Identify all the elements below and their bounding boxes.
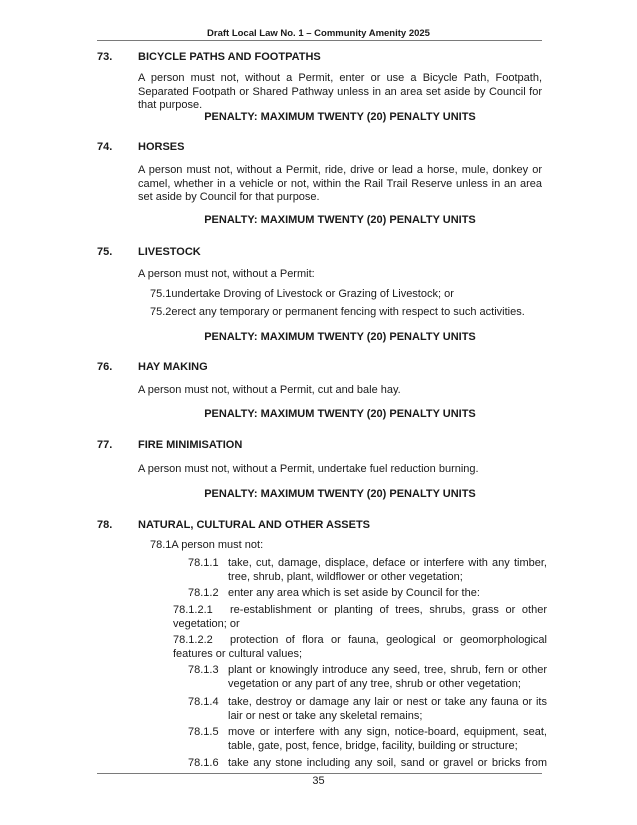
subitem-text: enter any area which is set aside by Council for the: (228, 587, 480, 599)
subitem-text: take, destroy or damage any lair or nest or take any fauna or its lair or nest or take any skeletal remains; (228, 696, 547, 722)
subitem-number: 78.1.6 (188, 757, 219, 769)
subitem-number: 78.1.2.2 (173, 634, 213, 646)
subitem-text: take any stone including any soil, sand or gravel or bricks from (228, 757, 547, 769)
section-76-penalty: PENALTY: MAXIMUM TWENTY (20) PENALTY UNITS (204, 408, 476, 420)
subitem-number: 78.1.2.1 (173, 604, 213, 616)
section-77-text: A person must not, without a Permit, undertake fuel reduction burning. (138, 463, 479, 475)
section-73-text: A person must not, without a Permit, enter or use a Bicycle Path, Footpath, Separated Footpath or Shared Pathway unless in an area set aside by Council for that purpose. (138, 72, 542, 111)
section-75-item-1: 75.1undertake Droving of Livestock or Grazing of Livestock; or (150, 288, 454, 300)
section-74-number: 74. (97, 141, 113, 153)
section-75-item-2: 75.2erect any temporary or permanent fencing with respect to such activities. (150, 306, 525, 318)
subitem-text: protection of flora or fauna, geological or geomorphological features or cultural values; (173, 634, 547, 660)
section-76-number: 76. (97, 361, 113, 373)
page-number: 35 (312, 775, 325, 787)
subitem-text: plant or knowingly introduce any seed, tree, shrub, fern or other vegetation or any part of any tree, shrub or other vegetation; (228, 664, 547, 690)
section-78-heading: NATURAL, CULTURAL AND OTHER ASSETS (138, 519, 371, 531)
section-76-text: A person must not, without a Permit, cut and bale hay. (138, 384, 401, 396)
subitem-text: re-establishment or planting of trees, shrubs, grass or other vegetation; or (173, 604, 547, 630)
subitem-number: 78.1.5 (188, 726, 219, 738)
section-77-heading: FIRE MINIMISATION (138, 439, 243, 451)
section-74-text: A person must not, without a Permit, ride, drive or lead a horse, mule, donkey or camel, whether in a vehicle or not, within the Rail Trail Reserve unless in an area set aside by Council for that purpose. (138, 164, 542, 203)
section-78-intro: 78.1A person must not: (150, 539, 264, 551)
section-77-number: 77. (97, 439, 113, 451)
section-74-penalty: PENALTY: MAXIMUM TWENTY (20) PENALTY UNITS (204, 214, 476, 226)
section-75-number: 75. (97, 246, 113, 258)
footer-rule (97, 773, 542, 774)
subitem-number: 78.1.3 (188, 664, 219, 676)
section-75-text: A person must not, without a Permit: (138, 268, 315, 280)
subitem-text: move or interfere with any sign, notice-board, equipment, seat, table, gate, post, fence, bridge, facility, building or structure; (228, 726, 547, 752)
section-73-number: 73. (97, 51, 113, 63)
section-78-number: 78. (97, 519, 113, 531)
subitem-number: 78.1.1 (188, 557, 219, 569)
section-73-heading: BICYCLE PATHS AND FOOTPATHS (138, 51, 321, 63)
subitem-number: 78.1.4 (188, 696, 219, 708)
section-73-penalty: PENALTY: MAXIMUM TWENTY (20) PENALTY UNITS (204, 111, 476, 123)
subitem-number: 78.1.2 (188, 587, 219, 599)
running-header: Draft Local Law No. 1 – Community Amenity 2025 (207, 28, 430, 39)
section-76-heading: HAY MAKING (138, 361, 208, 373)
section-77-penalty: PENALTY: MAXIMUM TWENTY (20) PENALTY UNITS (204, 488, 476, 500)
subitem-text: take, cut, damage, displace, deface or interfere with any timber, tree, shrub, plant, wildflower or other vegetation; (228, 557, 547, 583)
section-75-heading: LIVESTOCK (138, 246, 201, 258)
header-rule (97, 40, 542, 41)
section-74-heading: HORSES (138, 141, 185, 153)
section-75-penalty: PENALTY: MAXIMUM TWENTY (20) PENALTY UNITS (204, 331, 476, 343)
